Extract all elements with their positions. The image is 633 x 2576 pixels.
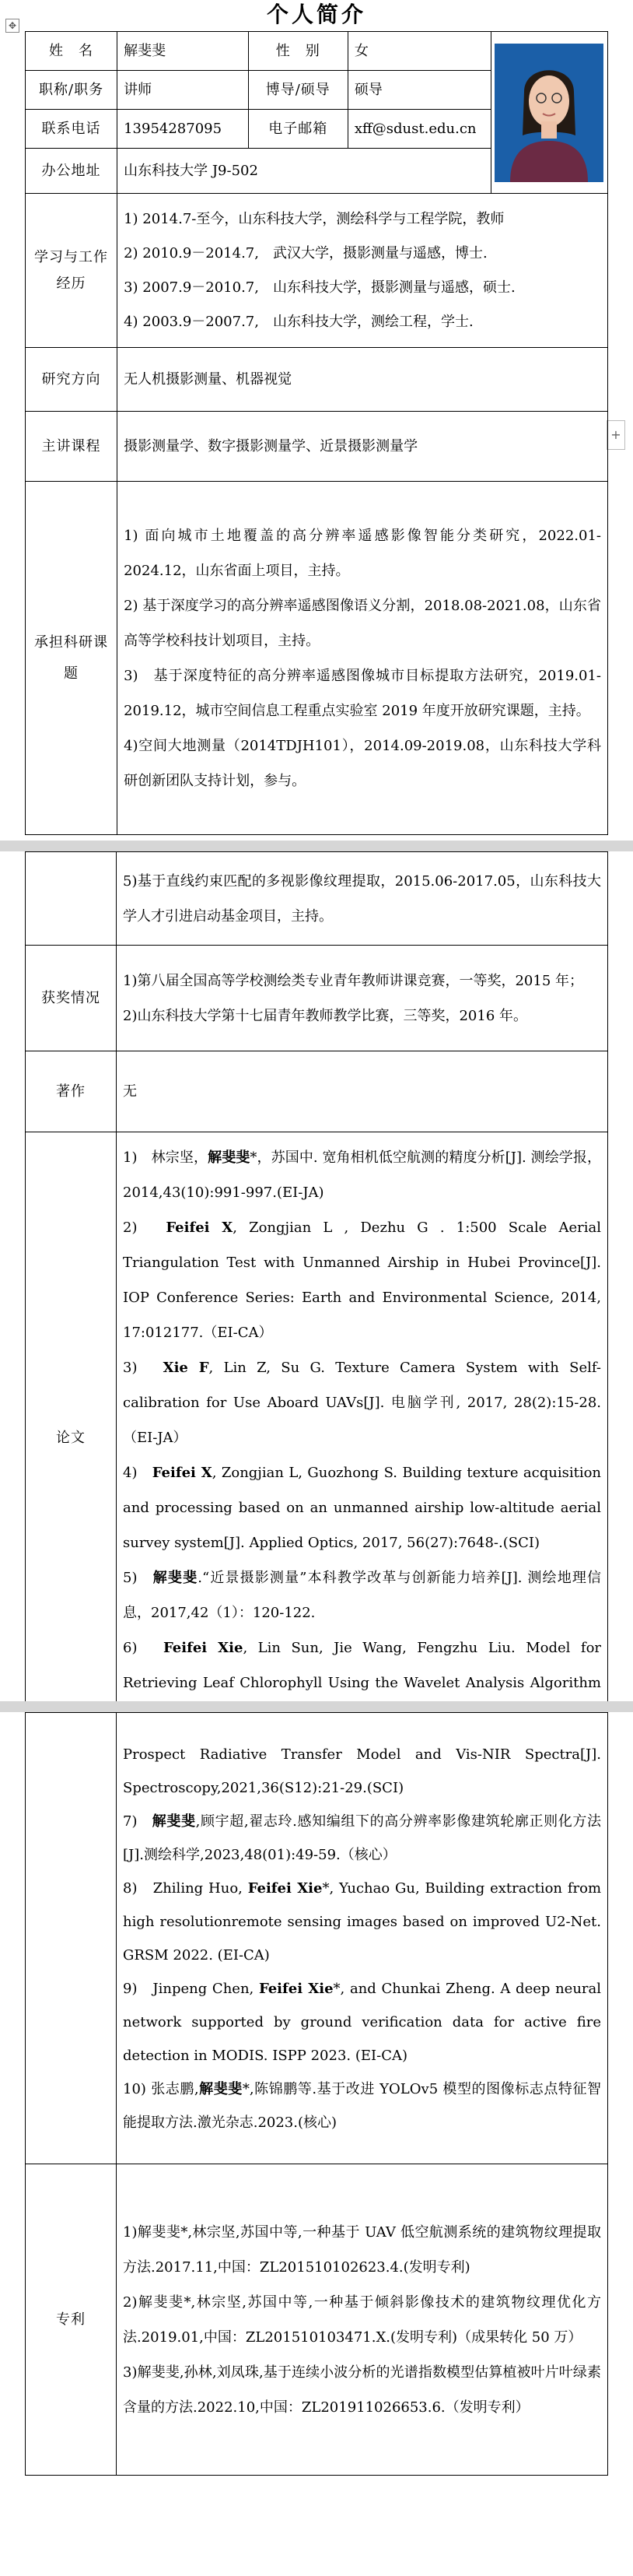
education-label: 学习与工作经历 [26, 194, 117, 348]
research-value: 无人机摄影测量、机器视觉 [117, 348, 608, 412]
profile-table [25, 31, 608, 835]
portrait-photo [495, 44, 603, 182]
gender-value: 女 [348, 32, 491, 71]
paper-author-bold: Feifei Xie [247, 1879, 323, 1897]
paper-item [123, 1140, 601, 1210]
paper-text: 4) [123, 1465, 152, 1481]
paper-text: 7) [123, 1813, 152, 1830]
paper-author-bold: Feifei Xie [163, 1640, 243, 1656]
paper-text: , Lin Sun, Jie Wang, Fengzhu Liu. Model for Retrieving Leaf Chlorophyll Using the Wavelet Analysis Algorithm [123, 1640, 602, 1691]
paper-text: *, and Chunkai Zheng. A deep neural network supported by ground verification data for active fire detection in MODIS. ISPP 2023. (EI-CA) [123, 1980, 602, 2064]
paper-text: *，苏国中. 宽角相机低空航测的精度分析[J]. 测绘学报，2014,43(10):991-997.(EI-JA) [123, 1149, 601, 1201]
paper-text: , Zongjian L, Guozhong S. Building texture acquisition and processing based on an unmanned airship low-altitude aerial survey system[J]. Applied Optics, 2017, 56(27):7648-.(SCI) [123, 1465, 602, 1551]
add-row-icon[interactable]: + [607, 420, 625, 450]
research-label: 研究方向 [26, 348, 117, 412]
paper-item [123, 1350, 601, 1455]
paper-text: *, Yuchao Gu, Building extraction from high resolutionremote sensing images based on improved U2-Net. GRSM 2022. (EI-CA) [123, 1879, 602, 1964]
title-label: 职称/职务 [26, 71, 117, 110]
patents-cell [117, 2164, 608, 2476]
page-gap [0, 841, 633, 851]
paper-text: ,顾宇超,翟志玲.感知编组下的高分辨率影像建筑轮廓正则化方法[J].测绘科学,2023,48(01):49-59.（核心） [123, 1813, 601, 1863]
supervisor-label: 博导/硕导 [248, 71, 348, 110]
education-item: 3) 2007.9－2010.7, 山东科技大学，摄影测量与遥感，硕士. [124, 279, 516, 296]
works-value: 无 [117, 1051, 608, 1132]
education-item: 4) 2003.9－2007.7, 山东科技大学，测绘工程，学士. [124, 313, 474, 330]
paper-author-bold: 解斐斐 [152, 1570, 198, 1586]
paper-author-bold: 解斐斐 [198, 2080, 243, 2097]
projects-cell-continued [117, 852, 608, 946]
paper-item [123, 2072, 601, 2139]
education-item: 1) 2014.7-至今，山东科技大学，测绘科学与工程学院，教师 [124, 210, 505, 227]
patent-item: 1)解斐斐*,林宗坚,苏国中等,一种基于 UAV 低空航测系统的建筑物纹理提取方法.2017.11,中国：ZL201510102623.4.(发明专利) [123, 2223, 601, 2276]
paper-author-bold: Feifei Xie [258, 1980, 334, 1997]
project-item: 4)空间大地测量（2014TDJH101），2014.09-2019.08，山东科技大学科研创新团队支持计划，参与。 [124, 737, 601, 789]
paper-item [123, 1972, 601, 2072]
papers-cell [117, 1132, 608, 1744]
patents-label: 专利 [26, 2164, 117, 2476]
name-value: 解斐斐 [117, 32, 249, 71]
paper-text: .“近景摄影测量”本科教学改革与创新能力培养[J]. 测绘地理信息，2017,42（1）：120-122. [123, 1570, 602, 1621]
paper-text: Prospect Radiative Transfer Model and Vis-NIR Spectra[J]. Spectroscopy,2021,36(S12):21-29.(SCI) [123, 1746, 601, 1796]
projects-label: 承担科研课题 [26, 482, 117, 835]
paper-item [123, 1738, 601, 1805]
papers-cell-continued [117, 1713, 608, 2164]
title-value: 讲师 [117, 71, 249, 110]
paper-text: , Zongjian L , Dezhu G . 1:500 Scale Aerial Triangulation Test with Unmanned Airship in Hubei Province[J]. IOP Conference Series: Earth and Environmental Science, 2014, 17:012177.（EI-CA） [123, 1220, 601, 1341]
paper-item [123, 1872, 601, 1972]
project-item: 2) 基于深度学习的高分辨率遥感图像语义分割，2018.08-2021.08，山东省高等学校科技计划项目，主持。 [124, 597, 601, 649]
paper-author-bold: 解斐斐 [152, 1813, 196, 1830]
award-item: 2)山东科技大学第十七届青年教师教学比赛，三等奖，2016 年。 [123, 1007, 528, 1024]
paper-text: 8) Zhiling Huo, [123, 1879, 248, 1897]
courses-label: 主讲课程 [26, 412, 117, 482]
awards-label: 获奖情况 [26, 946, 117, 1051]
projects-continued-label [26, 852, 117, 946]
paper-item [123, 1210, 601, 1350]
paper-author-bold: Feifei X [152, 1465, 212, 1481]
papers-continued-label [26, 1713, 117, 2164]
awards-cell [117, 946, 608, 1051]
gender-label: 性 别 [248, 32, 348, 71]
email-label: 电子邮箱 [248, 110, 348, 149]
paper-text: 10) 张志鹏, [123, 2080, 199, 2097]
content-table-3 [25, 1712, 608, 2476]
paper-author-bold: Xie F [163, 1360, 209, 1376]
papers-label: 论文 [26, 1132, 117, 1744]
move-handle-icon[interactable]: ✥ [5, 19, 19, 33]
patent-item: 2)解斐斐*,林宗坚,苏国中等,一种基于倾斜影像技术的建筑物纹理优化方法.2019.01,中国：ZL201510103471.X.(发明专利)（成果转化 50 万） [123, 2293, 601, 2346]
supervisor-value: 硕导 [348, 71, 491, 110]
paper-text: *,陈锦鹏等.基于改进 YOLOv5 模型的图像标志点特征智能提取方法.激光杂志.2023.(核心) [123, 2080, 602, 2131]
paper-author-bold: Feifei X [166, 1220, 233, 1236]
page-3 [0, 1712, 633, 2576]
courses-value: 摄影测量学、数字摄影测量学、近景摄影测量学 [117, 412, 608, 482]
education-item: 2) 2010.9－2014.7, 武汉大学，摄影测量与遥感，博士. [124, 244, 488, 261]
paper-text: 9) Jinpeng Chen, [123, 1980, 259, 1997]
phone-value: 13954287095 [117, 110, 249, 149]
name-label: 姓 名 [26, 32, 117, 71]
works-label: 著作 [26, 1051, 117, 1132]
award-item: 1)第八届全国高等学校测绘类专业青年教师讲课竞赛，一等奖，2015 年； [123, 972, 584, 989]
paper-text: 3) [123, 1360, 163, 1376]
page-2 [0, 851, 633, 1701]
paper-item [123, 1560, 601, 1630]
paper-text: 6) [123, 1640, 164, 1656]
paper-text: 1) 林宗坚， [123, 1149, 208, 1166]
paper-author-bold: 解斐斐 [208, 1149, 250, 1166]
project-item: 5)基于直线约束匹配的多视影像纹理提取，2015.06-2017.05，山东科技大学人才引进启动基金项目，主持。 [123, 872, 601, 925]
patent-item: 3)解斐斐,孙林,刘凤珠,基于连续小波分析的光谱指数模型估算植被叶片叶绿素含量的方法.2022.10,中国：ZL201911026653.6.（发明专利） [123, 2364, 601, 2416]
projects-cell [117, 482, 608, 835]
address-value: 山东科技大学 J9-502 [117, 149, 491, 194]
address-label: 办公地址 [26, 149, 117, 194]
paper-text: 5) [123, 1570, 153, 1586]
email-value: xff@sdust.edu.cn [348, 110, 491, 149]
page-1 [0, 0, 633, 841]
content-table-2 [25, 851, 608, 1744]
paper-item [123, 1805, 601, 1872]
project-item: 3) 基于深度特征的高分辨率遥感图像城市目标提取方法研究，2019.01-2019.12，城市空间信息工程重点实验室 2019 年度开放研究课题，主持。 [124, 667, 601, 719]
photo-cell [491, 32, 607, 194]
paper-text: , Lin Z, Su G. Texture Camera System with Self-calibration for Use Aboard UAVs[J]. 电脑学刊, 2017, 28(2):15-28.（EI-JA） [123, 1360, 601, 1446]
project-item: 1) 面向城市土地覆盖的高分辨率遥感影像智能分类研究，2022.01-2024.12，山东省面上项目，主持。 [124, 527, 601, 579]
paper-text: 2) [123, 1220, 166, 1236]
education-cell [117, 194, 608, 348]
page-gap [0, 1701, 633, 1712]
phone-label: 联系电话 [26, 110, 117, 149]
paper-item [123, 1455, 601, 1560]
page-title: 个人简介 [266, 2, 366, 27]
